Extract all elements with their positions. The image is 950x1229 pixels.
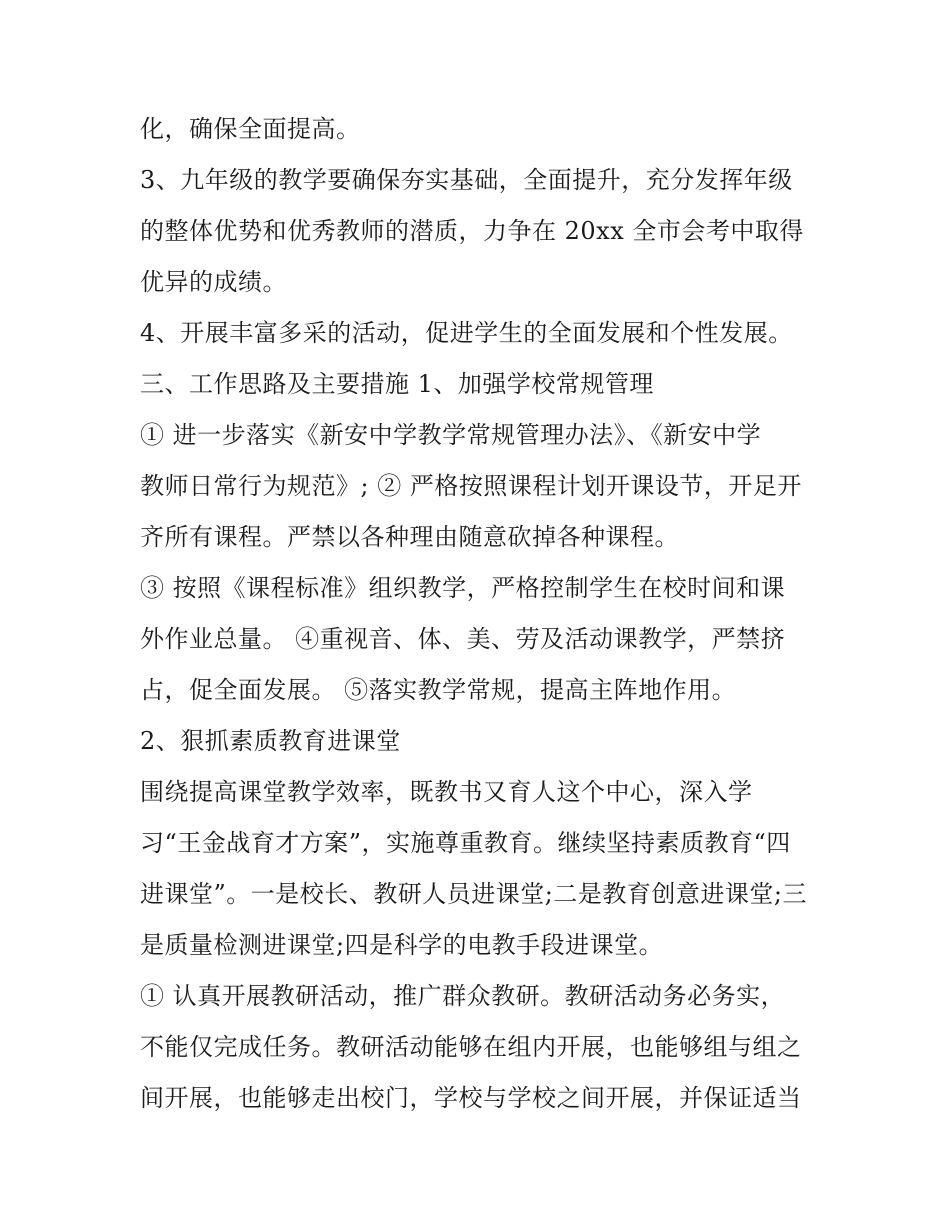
text-line: 教师日常行为规范》; ② 严格按照课程计划开课设节，开足开	[140, 472, 802, 500]
text-line: ③ 按照《课程标准》组织教学，严格控制学生在校时间和课	[140, 574, 786, 602]
text-line: 习“王金战育才方案”，实施尊重教育。继续坚持素质教育“四	[140, 829, 791, 857]
text-line: 占，促全面发展。 ⑤落实教学常规，提高主阵地作用。	[140, 676, 737, 704]
text-line: ① 进一步落实《新安中学教学常规管理办法》、《新安中学	[140, 421, 762, 449]
text-line: 3、九年级的教学要确保夯实基础，全面提升，充分发挥年级	[140, 166, 793, 194]
text-line: 的整体优势和优秀教师的潜质，力争在 20xx 全市会考中取得	[140, 217, 804, 245]
text-line: 2、狠抓素质教育进课堂	[140, 727, 401, 755]
text-line: 优异的成绩。	[140, 268, 287, 296]
text-line: 围绕提高课堂教学效率，既教书又育人这个中心，深入学	[140, 778, 753, 806]
text-line: 齐所有课程。严禁以各种理由随意砍掉各种课程。	[140, 523, 679, 551]
text-line: 三、工作思路及主要措施 1、加强学校常规管理	[140, 370, 654, 398]
text-line: 不能仅完成任务。教研活动能够在组内开展，也能够组与组之	[140, 1033, 802, 1061]
text-line: 外作业总量。 ④重视音、体、美、劳及活动课教学，严禁挤	[140, 625, 786, 653]
text-line: 是质量检测进课堂;四是科学的电教手段进课堂。	[140, 931, 664, 959]
text-line: 4、开展丰富多采的活动，促进学生的全面发展和个性发展。	[140, 319, 793, 347]
text-line: 进课堂”。一是校长、教研人员进课堂;二是教育创意进课堂;三	[140, 880, 807, 908]
text-line: 间开展，也能够走出校门，学校与学校之间开展，并保证适当	[140, 1084, 802, 1112]
text-line: ① 认真开展教研活动，推广群众教研。教研活动务必务实，	[140, 982, 786, 1010]
text-line: 化，确保全面提高。	[140, 115, 361, 143]
